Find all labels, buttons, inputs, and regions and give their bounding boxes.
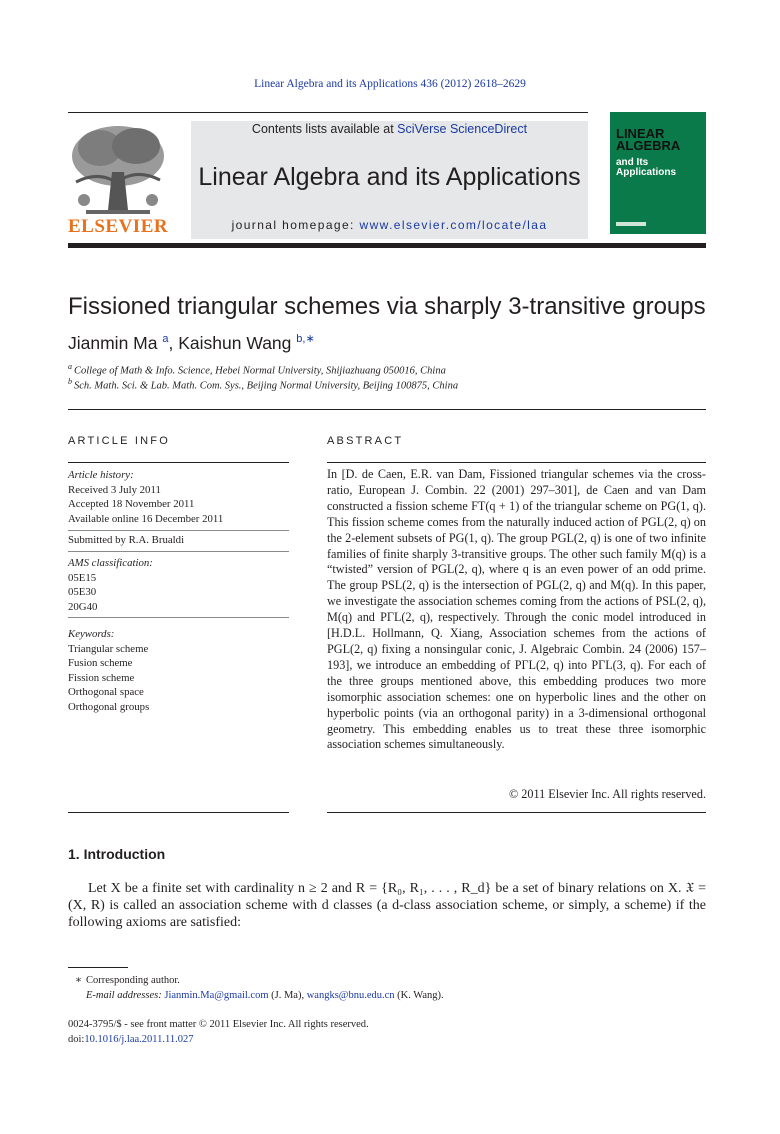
doi-line	[68, 1032, 194, 1047]
keyword: Fusion scheme	[68, 657, 133, 670]
cover-subtitle	[616, 158, 676, 178]
contents-line	[191, 122, 588, 136]
journal-title: Linear Algebra and its Applications	[198, 163, 581, 191]
submitted-by: Submitted by R.A. Brualdi	[68, 534, 185, 546]
homepage-line	[191, 218, 588, 232]
cover-title	[616, 128, 680, 152]
footnote-rule	[68, 967, 128, 968]
homepage-prefix: journal homepage:	[231, 218, 360, 232]
info-rule-bottom	[68, 812, 289, 813]
affiliation	[68, 362, 446, 377]
section-rule	[68, 409, 706, 410]
info-divider	[68, 551, 289, 552]
cover-line-4: Applications	[616, 167, 677, 178]
email-owner: (J. Ma),	[268, 990, 307, 1001]
abstract-heading: ABSTRACT	[327, 435, 404, 447]
keyword: Orthogonal groups	[68, 700, 150, 713]
paper-title: Fissioned triangular schemes via sharply 3-transitive groups	[68, 293, 706, 320]
info-divider	[68, 530, 289, 531]
ams-code: 05E15	[68, 571, 97, 584]
history-item: Available online 16 December 2011	[68, 512, 224, 525]
journal-cover	[610, 112, 706, 234]
doi-label: doi:	[68, 1034, 85, 1045]
abstract-rule	[327, 462, 706, 463]
doi-link[interactable]: 10.1016/j.laa.2011.11.027	[84, 1034, 194, 1045]
email-footnote	[68, 988, 444, 1003]
footnote-text: Corresponding author.	[86, 975, 180, 986]
ams-label: AMS classification:	[68, 557, 153, 569]
homepage-link[interactable]: www.elsevier.com/locate/laa	[359, 218, 548, 232]
info-divider	[68, 617, 289, 618]
header-thick-rule	[68, 243, 706, 248]
sciverse-link[interactable]: SciVerse ScienceDirect	[397, 122, 528, 136]
contents-prefix: Contents lists available at	[251, 122, 398, 136]
footnote-mark: ∗	[74, 975, 82, 986]
email-link[interactable]: wangks@bnu.edu.cn	[306, 990, 395, 1001]
article-info-heading: ARTICLE INFO	[68, 435, 170, 447]
journal-citation[interactable]: Linear Algebra and its Applications 436 (2012) 2618–2629	[254, 78, 526, 90]
header-rule	[68, 112, 588, 113]
email-label: E-mail addresses:	[86, 990, 165, 1001]
keyword: Fission scheme	[68, 671, 135, 684]
affiliation-text: Sch. Math. Sci. & Lab. Math. Com. Sys., Beijing Normal University, Beijing 100875, China	[74, 380, 459, 392]
author-name[interactable]: Kaishun Wang	[178, 332, 292, 353]
ams-code: 05E30	[68, 586, 97, 599]
history-label: Article history:	[68, 469, 134, 481]
author-affil-mark[interactable]: a	[162, 333, 169, 345]
author-name[interactable]: Jianmin Ma	[68, 332, 158, 353]
affiliation-mark: b	[68, 377, 72, 386]
keywords-label: Keywords:	[68, 628, 115, 640]
info-rule	[68, 462, 289, 463]
intro-heading: 1. Introduction	[68, 846, 166, 862]
cover-line-3: and Its	[616, 157, 649, 168]
cover-line-2: ALGEBRA	[616, 138, 681, 153]
cover-footer-bar	[616, 222, 646, 226]
abstract-copyright: © 2011 Elsevier Inc. All rights reserved.	[509, 787, 706, 801]
history-item: Accepted 18 November 2011	[68, 498, 195, 511]
affiliation-text: College of Math & Info. Science, Hebei Normal University, Shijiazhuang 050016, China	[74, 365, 446, 377]
ams-classification	[68, 556, 289, 614]
affiliation-mark: a	[68, 362, 72, 371]
email-link[interactable]: Jianmin.Ma@gmail.com	[164, 990, 269, 1001]
affiliation	[68, 377, 458, 392]
keyword: Triangular scheme	[68, 642, 149, 655]
elsevier-wordmark: ELSEVIER	[68, 216, 169, 237]
abstract-rule-bottom	[327, 812, 706, 813]
history-item: Received 3 July 2011	[68, 483, 161, 496]
abstract-body: In [D. de Caen, E.R. van Dam, Fissioned triangular schemes via the cross-ratio, European J. Combin. 22 (2001) 297–301], de Caen and van Dam constructed a fission scheme FT(q + 1) of the triangular scheme on PG(1, q). This fission scheme comes from the naturally induced action of PGL(2, q) on the 2-element subsets of PG(1, q). The group PGL(2, q) is one of two infinite families of finite sharply 3-transitive groups. The other such family M(q) is a “twisted” version of PGL(2, q), where q is an even power of an odd prime. The group PSL(2, q) is the intersection of PGL(2, q) and M(q). In this paper, we investigate the association schemes coming from the actions of PSL(2, q), M(q) and PΓL(2, q), respectively. Through the conic model introduced in [H.D.L. Hollmann, Q. Xiang, Association schemes from the actions of PGL(2, q) fixing a nonsingular conic, J. Algebraic Combin. 24 (2006) 157–193], we introduce an embedding of PΓL(2, q) into PΓL(3, q). For each of the three groups mentioned above, this embedding produces two more isomorphic association schemes: one on hyperbolic lines and the other on hyperbolic points (via an orthogonal parity) in a 3-dimensional orthogonal geometry. This embedding enables us to treat these three isomorphic association schemes simultaneously.	[327, 467, 706, 752]
corresponding-footnote	[68, 973, 180, 988]
email-owner: (K. Wang).	[394, 990, 444, 1001]
author-list: Jianmin Ma $^a$, Kaishun Wang $^{b,∗}$	[68, 332, 315, 353]
issn-line: 0024-3795/$ - see front matter © 2011 Elsevier Inc. All rights reserved.	[68, 1019, 369, 1030]
article-history	[68, 468, 289, 526]
keywords	[68, 627, 289, 715]
author-affil-mark[interactable]: b,∗	[296, 333, 315, 345]
ams-code: 20G40	[68, 600, 98, 613]
keyword: Orthogonal space	[68, 686, 144, 699]
cover-line-1: LINEAR	[616, 126, 665, 141]
intro-paragraph: Let X be a finite set with cardinality n ≥ 2 and R = {R₀, R₁, . . . , R_d} be a set of binary relations on X. 𝔛 = (X, R) is called an association scheme with d classes (a d-class association scheme, or simply, a scheme) if the following axioms are satisfied:	[68, 881, 706, 930]
